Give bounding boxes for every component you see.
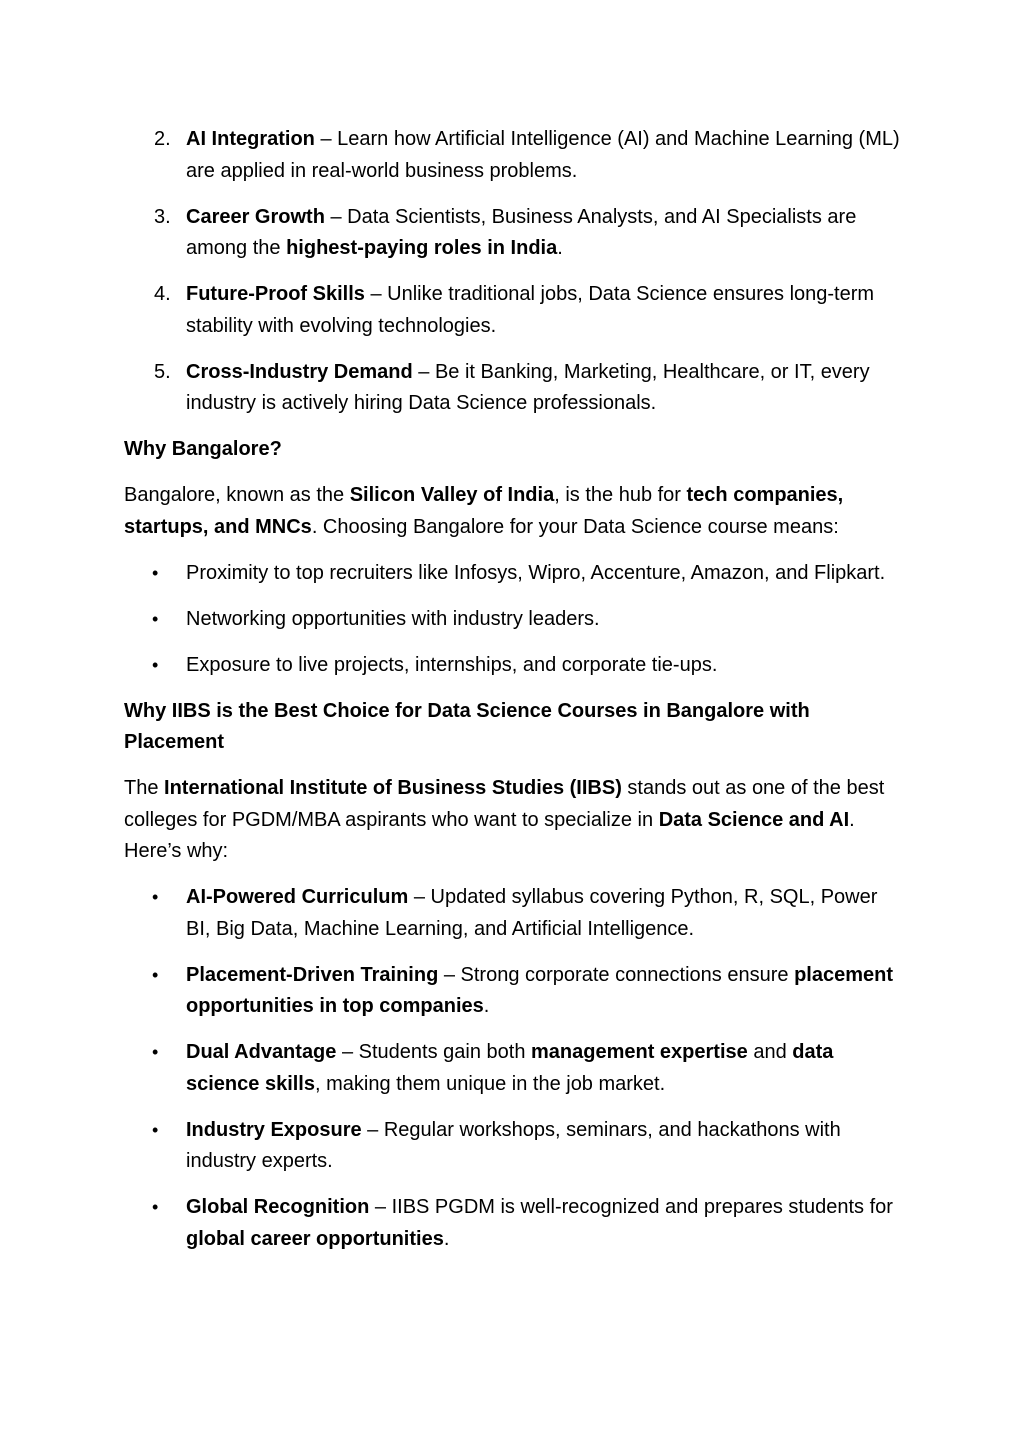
bangalore-bullet-list <box>124 558 904 682</box>
item-text: – Unlike traditional jobs, Data Science ensures long-term stability with evolving technologies. <box>186 283 875 337</box>
item-text: – Strong corporate connections ensure <box>438 963 795 986</box>
bullet-icon: • <box>152 1197 159 1217</box>
item-title: Future-Proof Skills <box>186 283 365 305</box>
paragraph-emphasis: Silicon Valley of India <box>349 484 555 506</box>
item-emphasis: management expertise <box>531 1041 748 1063</box>
item-text: – Updated syllabus covering Python, R, SQL, Power BI, Big Data, Machine Learning, and Artificial Intelligence. <box>186 886 878 940</box>
item-text: – Regular workshops, seminars, and hackathons with industry experts. <box>186 1118 841 1172</box>
paragraph-emphasis: International Institute of Business Studies (IIBS) <box>164 777 622 799</box>
item-title: AI-Powered Curriculum <box>186 886 409 908</box>
item-title: Global Recognition <box>186 1196 370 1218</box>
paragraph-text: Bangalore, known as the <box>124 484 350 506</box>
bullet-icon: • <box>152 964 159 985</box>
item-text: , making them unique in the job market. <box>314 1072 666 1095</box>
paragraph-text: stands out as one of the best colleges for PGDM/MBA aspirants who want to specialize in <box>124 777 885 831</box>
list-item <box>124 1115 904 1178</box>
list-item <box>124 202 904 265</box>
item-text: . <box>557 237 563 259</box>
item-emphasis: placement opportunities in top companies <box>186 963 894 1017</box>
bullet-icon: • <box>152 887 159 907</box>
list-item <box>124 1037 904 1100</box>
paragraph-iibs <box>124 773 904 868</box>
item-emphasis: data science skills <box>186 1041 834 1095</box>
paragraph-emphasis: Data Science and AI <box>658 808 850 831</box>
paragraph-text: . Here’s why: <box>124 808 855 862</box>
item-text: . <box>483 995 490 1017</box>
item-emphasis: highest-paying roles in India <box>286 237 558 259</box>
bullet-icon: • <box>152 562 159 583</box>
list-item <box>124 124 904 187</box>
item-text: Networking opportunities with industry leaders. <box>186 607 600 630</box>
list-item <box>124 960 904 1023</box>
item-text: Proximity to top recruiters like Infosys, Wipro, Accenture, Amazon, and Flipkart. <box>186 561 886 584</box>
list-item <box>124 279 904 342</box>
list-item <box>124 357 904 420</box>
item-text: . <box>443 1227 450 1250</box>
item-text: and <box>747 1041 793 1063</box>
item-text: Exposure to live projects, internships, and corporate tie-ups. <box>186 653 718 676</box>
paragraph-text: . Choosing Bangalore for your Data Science course means: <box>311 515 839 538</box>
section-heading-why-bangalore: Why Bangalore? <box>124 438 282 460</box>
item-title: Cross-Industry Demand <box>186 360 413 383</box>
item-text: – Students gain both <box>336 1041 531 1063</box>
bullet-icon: • <box>152 1042 159 1062</box>
list-item <box>124 1192 904 1255</box>
item-emphasis: global career opportunities <box>186 1227 444 1250</box>
item-title: Career Growth <box>186 205 325 228</box>
bullet-icon: • <box>152 608 159 629</box>
list-item <box>124 558 904 590</box>
iibs-bullet-list <box>124 882 904 1255</box>
item-text: – Data Scientists, Business Analysts, and AI Specialists are among the <box>186 205 857 259</box>
paragraph-text: The <box>124 777 165 799</box>
list-item <box>124 882 904 945</box>
numbered-list <box>124 124 904 420</box>
list-number: 5. <box>154 360 171 383</box>
list-number: 3. <box>154 205 171 228</box>
paragraph-emphasis: tech companies, startups, and MNCs <box>124 484 844 538</box>
item-title: Placement-Driven Training <box>186 963 439 986</box>
list-number: 4. <box>154 283 171 305</box>
document-page <box>124 124 904 1270</box>
item-text: – IIBS PGDM is well-recognized and prepares students for <box>369 1196 893 1218</box>
item-text: – Learn how Artificial Intelligence (AI) and Machine Learning (ML) are applied in real-world business problems. <box>186 128 900 182</box>
item-title: Dual Advantage <box>186 1041 337 1063</box>
item-title: Industry Exposure <box>186 1118 362 1141</box>
item-text: – Be it Banking, Marketing, Healthcare, or IT, every industry is actively hiring Data Science professionals. <box>186 360 870 414</box>
section-heading-why-iibs: Why IIBS is the Best Choice for Data Science Courses in Bangalore with Placement <box>124 699 810 753</box>
bullet-icon: • <box>152 654 159 675</box>
item-title: AI Integration <box>186 128 315 150</box>
paragraph-text: , is the hub for <box>554 484 687 506</box>
paragraph-bangalore <box>124 480 904 543</box>
list-item <box>124 650 904 682</box>
list-number: 2. <box>154 128 171 150</box>
bullet-icon: • <box>152 1119 159 1140</box>
list-item <box>124 604 904 636</box>
